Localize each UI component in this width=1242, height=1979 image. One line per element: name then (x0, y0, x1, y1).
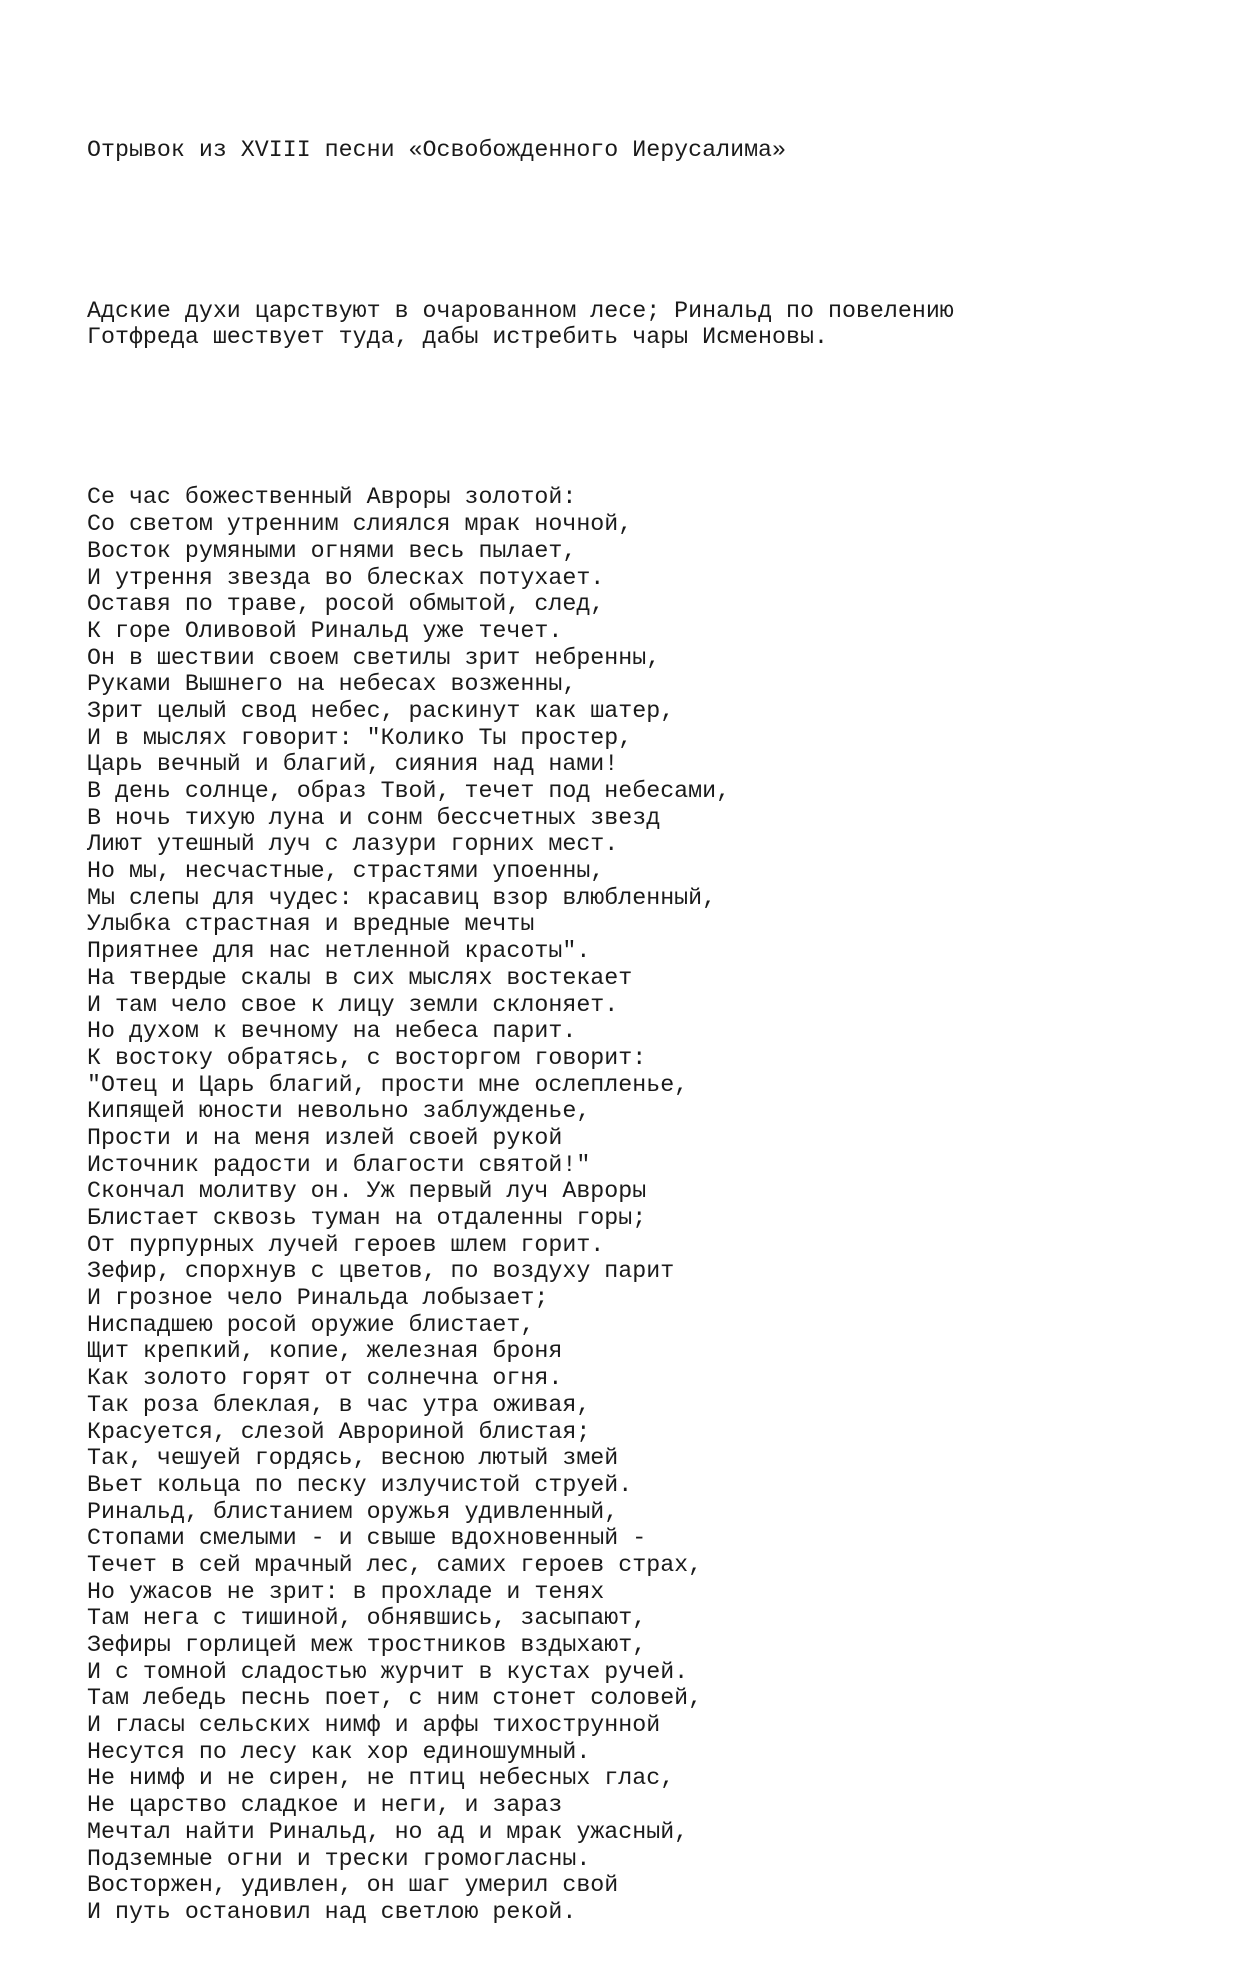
poem-line: Со светом утренним слиялся мрак ночной, (87, 511, 633, 538)
poem-line: Как золото горят от солнечна огня. (87, 1365, 563, 1392)
poem-line: Мечтал найти Ринальд, но ад и мрак ужасный, (87, 1818, 689, 1845)
poem-line: Скончал молитву он. Уж первый луч Авроры (87, 1178, 647, 1205)
poem-line: Се час божественный Авроры золотой: (87, 484, 577, 511)
poem-line: Там лебедь песнь поет, с ним стонет соловей, (87, 1685, 703, 1712)
poem-line: "Отец и Царь благий, прости мне ослепленье, (87, 1071, 689, 1098)
poem-line: Зрит целый свод небес, раскинут как шатер, (87, 697, 675, 724)
poem-line: От пурпурных лучей героев шлем горит. (87, 1231, 605, 1258)
poem-line: И там чело свое к лицу земли склоняет. (87, 991, 619, 1018)
poem-line: Ниспадшею росой оружие блистает, (87, 1311, 535, 1338)
poem-line: И в мыслях говорит: "Колико Ты простер, (87, 724, 633, 751)
poem-line: Восток румяными огнями весь пылает, (87, 537, 577, 564)
poem-line: И гласы сельских нимф и арфы тихострунной (87, 1712, 661, 1739)
poem-line: Восторжен, удивлен, он шаг умерил свой (87, 1872, 619, 1899)
poem-line: Течет в сей мрачный лес, самих героев страх, (87, 1551, 703, 1578)
poem-line: Стопами смелыми - и свыше вдохновенный - (87, 1525, 647, 1552)
blank-line (87, 404, 1207, 431)
argument-paragraph (87, 298, 1207, 351)
poem-line: Вьет кольца по песку излучистой струей. (87, 1471, 633, 1498)
poem-line: Но мы, несчастные, страстями упоенны, (87, 858, 605, 885)
poem-line: На твердые скалы в сих мыслях востекает (87, 964, 633, 991)
poem-line: Он в шествии своем светилы зрит небренны, (87, 644, 661, 671)
document-text (87, 84, 1207, 1979)
poem-line: Несутся по лесу как хор единошумный. (87, 1738, 591, 1765)
poem-line: И грозное чело Ринальда лобызает; (87, 1285, 549, 1312)
poem-line: Щит крепкий, копие, железная броня (87, 1338, 563, 1365)
poem-line: Царь вечный и благий, сияния над нами! (87, 751, 619, 778)
poem-line: Ринальд, блистанием оружья удивленный, (87, 1498, 619, 1525)
poem-line: Кипящей юности невольно заблужденье, (87, 1098, 591, 1125)
poem-line: Лиют утешный луч с лазури горних мест. (87, 831, 619, 858)
poem-line: Улыбка страстная и вредные мечты (87, 911, 535, 938)
poem-line: Так роза блеклая, в час утра оживая, (87, 1391, 591, 1418)
poem-line: Не царство сладкое и неги, и зараз (87, 1792, 563, 1819)
poem-line: Так, чешуей гордясь, весною лютый змей (87, 1445, 619, 1472)
poem-line: Зефир, спорхнув с цветов, по воздуху парит (87, 1258, 675, 1285)
poem-line: Но духом к вечному на небеса парит. (87, 1018, 577, 1045)
poem-line: Приятнее для нас нетленной красоты". (87, 938, 591, 965)
argument-line: Адские духи царствуют в очарованном лесе; Ринальд по повелению (87, 297, 954, 324)
poem-line: Прости и на меня излей своей рукой (87, 1124, 563, 1151)
document-title: Отрывок из XVIII песни «Освобожденного Иерусалима» (87, 137, 787, 164)
poem-line: Источник радости и благости святой!" (87, 1151, 591, 1178)
poem-line: К горе Оливовой Ринальд уже течет. (87, 617, 563, 644)
poem-line: И путь остановил над светлою рекой. (87, 1898, 577, 1925)
poem-line: И с томной сладостью журчит в кустах ручей. (87, 1658, 689, 1685)
argument-line: Готфреда шествует туда, дабы истребить чары Исменовы. (87, 324, 828, 351)
blank-line (87, 218, 1207, 245)
poem-line: Там нега с тишиной, обнявшись, засыпают, (87, 1605, 647, 1632)
poem-line: В ночь тихую луна и сонм бессчетных звезд (87, 804, 661, 831)
poem-line: Оставя по траве, росой обмытой, след, (87, 591, 605, 618)
poem-line: Зефиры горлицей меж тростников вздыхают, (87, 1632, 647, 1659)
poem-line: Мы слепы для чудес: красавиц взор влюбленный, (87, 884, 717, 911)
poem-line: Не нимф и не сирен, не птиц небесных глас, (87, 1765, 675, 1792)
poem-line: Блистает сквозь туман на отдаленны горы; (87, 1205, 647, 1232)
poem-line: Подземные огни и трески громогласны. (87, 1845, 591, 1872)
poem-line: Руками Вышнего на небесах возженны, (87, 671, 577, 698)
poem-line: И утрення звезда во блесках потухает. (87, 564, 605, 591)
poem-line: К востоку обратясь, с восторгом говорит: (87, 1044, 647, 1071)
poem-line: Но ужасов не зрит: в прохладе и тенях (87, 1578, 605, 1605)
poem-line: В день солнце, образ Твой, течет под небесами, (87, 778, 731, 805)
poem-line: Красуется, слезой Аврориной блистая; (87, 1418, 591, 1445)
poem-body (87, 484, 1207, 1925)
